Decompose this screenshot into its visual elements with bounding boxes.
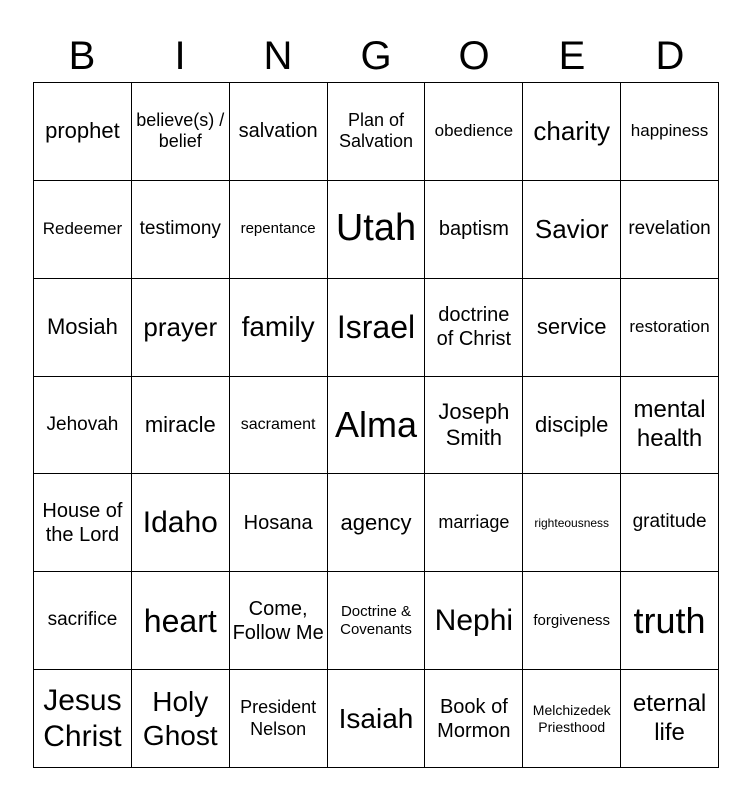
bingo-cell-label: Utah: [335, 207, 417, 250]
bingo-cell-label: President Nelson: [240, 696, 317, 739]
bingo-cell[interactable]: [328, 670, 426, 768]
bingo-cell-label: family: [241, 311, 315, 343]
bingo-cell[interactable]: [230, 670, 328, 768]
bingo-cell-label: heart: [143, 602, 217, 639]
bingo-cell[interactable]: [621, 181, 719, 279]
header-letter-1: B: [68, 34, 96, 78]
bingo-cell[interactable]: [132, 181, 230, 279]
bingo-cell-label: House of the Lord: [42, 499, 123, 546]
bingo-cell-label: happiness: [630, 121, 709, 141]
bingo-cell[interactable]: [523, 670, 621, 768]
bingo-cell-label: Isaiah: [338, 702, 414, 734]
bingo-cell-label: mental health: [633, 396, 706, 452]
bingo-cell[interactable]: [523, 377, 621, 475]
bingo-cell-label: obedience: [434, 121, 514, 141]
bingo-cell-label: eternal life: [632, 689, 707, 746]
bingo-cell-label: Jehovah: [46, 413, 119, 435]
bingo-cell[interactable]: [523, 572, 621, 670]
bingo-cell-label: Come, Follow Me: [232, 597, 324, 644]
bingo-cell-label: doctrine of Christ: [436, 304, 512, 351]
bingo-cell-label: Book of Mormon: [437, 695, 511, 742]
bingo-cell-label: believe(s) / belief: [136, 109, 225, 152]
bingo-cell[interactable]: [621, 279, 719, 377]
bingo-cell[interactable]: [34, 377, 132, 475]
bingo-cell[interactable]: [328, 474, 426, 572]
bingo-cell[interactable]: [328, 377, 426, 475]
bingo-cell[interactable]: [132, 474, 230, 572]
bingo-cell-label: revelation: [628, 217, 711, 239]
bingo-board: [33, 82, 719, 768]
bingo-cell[interactable]: [425, 279, 523, 377]
header-letter-5: O: [458, 34, 490, 78]
bingo-cell-label: Idaho: [142, 505, 218, 539]
bingo-cell-label: prayer: [143, 311, 218, 342]
bingo-cell[interactable]: [621, 572, 719, 670]
bingo-cell[interactable]: [230, 377, 328, 475]
bingo-cell-label: charity: [533, 115, 610, 146]
bingo-cell[interactable]: [132, 670, 230, 768]
bingo-header: [33, 30, 719, 82]
bingo-cell[interactable]: [425, 83, 523, 181]
bingo-cell[interactable]: [425, 181, 523, 279]
bingo-cell[interactable]: [34, 474, 132, 572]
bingo-cell[interactable]: [523, 279, 621, 377]
bingo-cell-label: sacrifice: [47, 609, 118, 631]
bingo-cell-label: baptism: [438, 218, 509, 241]
bingo-cell-label: Melchizedek Priesthood: [532, 701, 611, 735]
bingo-cell-label: Plan of Salvation: [338, 109, 414, 152]
bingo-cell-label: gratitude: [632, 511, 707, 533]
header-letter-3: N: [263, 34, 293, 78]
header-letter-7: D: [655, 34, 685, 78]
bingo-cell-label: truth: [633, 600, 706, 642]
bingo-cell[interactable]: [132, 377, 230, 475]
bingo-cell-label: forgiveness: [533, 611, 611, 629]
bingo-cell-label: disciple: [535, 411, 609, 437]
bingo-cell-label: salvation: [238, 120, 318, 143]
bingo-cell-label: Mosiah: [46, 313, 118, 339]
bingo-cell[interactable]: [523, 83, 621, 181]
bingo-cell[interactable]: [328, 279, 426, 377]
bingo-cell[interactable]: [230, 279, 328, 377]
bingo-cell[interactable]: [132, 572, 230, 670]
bingo-cell[interactable]: [34, 279, 132, 377]
bingo-cell[interactable]: [621, 377, 719, 475]
header-letter-6: E: [558, 34, 586, 78]
bingo-cell[interactable]: [34, 181, 132, 279]
bingo-cell[interactable]: [523, 181, 621, 279]
bingo-cell[interactable]: [425, 377, 523, 475]
bingo-cell[interactable]: [328, 181, 426, 279]
bingo-cell-label: service: [536, 313, 607, 339]
bingo-cell[interactable]: [34, 572, 132, 670]
bingo-cell[interactable]: [621, 670, 719, 768]
bingo-cell[interactable]: [621, 474, 719, 572]
bingo-cell-label: Redeemer: [42, 219, 123, 239]
bingo-cell[interactable]: [132, 83, 230, 181]
bingo-cell[interactable]: [425, 670, 523, 768]
bingo-cell-label: prophet: [45, 118, 120, 144]
bingo-cell-label: testimony: [139, 217, 221, 239]
bingo-cell[interactable]: [328, 83, 426, 181]
bingo-cell-label: sacrament: [240, 416, 316, 434]
bingo-cell-label: Doctrine & Covenants: [340, 602, 412, 638]
bingo-cell[interactable]: [132, 279, 230, 377]
bingo-cell[interactable]: [230, 83, 328, 181]
bingo-cell[interactable]: [328, 572, 426, 670]
bingo-cell[interactable]: [34, 670, 132, 768]
bingo-cell-label: repentance: [240, 220, 316, 238]
bingo-cell-label: Hosana: [243, 511, 313, 534]
bingo-cell[interactable]: [425, 572, 523, 670]
bingo-cell-label: Holy Ghost: [142, 685, 218, 751]
header-letter-4: G: [360, 34, 392, 78]
bingo-cell[interactable]: [621, 83, 719, 181]
bingo-cell[interactable]: [425, 474, 523, 572]
bingo-cell[interactable]: [523, 474, 621, 572]
bingo-cell-label: Savior: [534, 213, 609, 244]
bingo-cell-label: marriage: [438, 512, 510, 533]
bingo-cell-label: restoration: [629, 316, 710, 336]
header-letter-2: I: [174, 34, 186, 78]
bingo-cell-label: righteousness: [534, 515, 610, 530]
bingo-cell[interactable]: [230, 572, 328, 670]
bingo-cell-label: Alma: [334, 404, 417, 446]
bingo-cell[interactable]: [230, 181, 328, 279]
bingo-cell[interactable]: [230, 474, 328, 572]
bingo-cell-label: miracle: [144, 411, 216, 437]
bingo-cell-label: Joseph Smith: [438, 398, 510, 450]
bingo-cell-label: Israel: [336, 308, 416, 345]
bingo-cell-label: Jesus Christ: [43, 683, 122, 753]
bingo-cell-label: Nephi: [434, 603, 514, 637]
bingo-cell-label: agency: [340, 509, 412, 535]
bingo-cell[interactable]: [34, 83, 132, 181]
